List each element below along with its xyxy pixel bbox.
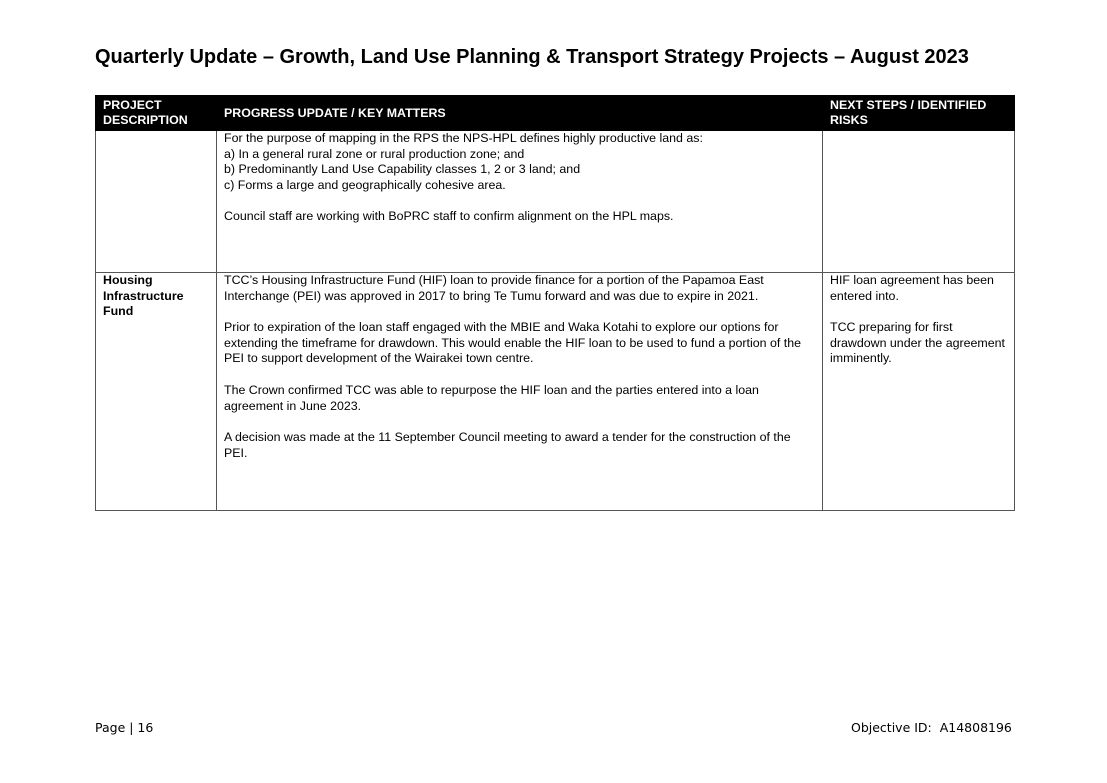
header-project-description: PROJECT DESCRIPTION	[96, 96, 217, 131]
progress-update-cell	[217, 131, 823, 273]
project-description-cell	[96, 131, 217, 273]
text-line: a) In a general rural zone or rural production zone; and	[224, 146, 525, 161]
progress-paragraph: Prior to expiration of the loan staff engaged with the MBIE and Waka Kotahi to explore our options for extending the timeframe for drawdown. This would enable the HIF loan to be used to fund a portion of the PEI to support development of the Wairakei town centre.	[224, 320, 801, 366]
progress-paragraph: A decision was made at the 11 September Council meeting to award a tender for the construction of the PEI.	[224, 430, 791, 460]
text-line: b) Predominantly Land Use Capability classes 1, 2 or 3 land; and	[224, 162, 581, 177]
progress-paragraph: TCC’s Housing Infrastructure Fund (HIF) loan to provide finance for a portion of the Papamoa East Interchange (PEI) was approved in 2017 to bring Te Tumu forward and was due to expire in 2021.	[224, 273, 764, 303]
progress-update-cell	[217, 273, 823, 511]
next-steps-paragraph: HIF loan agreement has been entered into.	[830, 273, 994, 303]
text-line: For the purpose of mapping in the RPS the NPS-HPL defines highly productive land as:	[224, 131, 703, 145]
next-steps-cell	[823, 131, 1015, 273]
table-header-row	[96, 96, 1015, 131]
progress-paragraph	[224, 131, 815, 193]
project-update-table	[95, 95, 1015, 511]
progress-paragraph: Council staff are working with BoPRC staff to confirm alignment on the HPL maps.	[224, 209, 674, 224]
project-description-cell: Housing Infrastructure Fund	[96, 273, 217, 511]
objective-id: Objective ID: A14808196	[851, 720, 1012, 735]
text-line: c) Forms a large and geographically cohesive area.	[224, 177, 506, 192]
header-progress-update: PROGRESS UPDATE / KEY MATTERS	[217, 96, 823, 131]
next-steps-paragraph: TCC preparing for first drawdown under the agreement imminently.	[830, 320, 1005, 366]
table-row	[96, 131, 1015, 273]
header-next-steps: NEXT STEPS / IDENTIFIED RISKS	[823, 96, 1015, 131]
page-title: Quarterly Update – Growth, Land Use Planning & Transport Strategy Projects – August 2023	[95, 46, 969, 68]
progress-paragraph: The Crown confirmed TCC was able to repurpose the HIF loan and the parties entered into a loan agreement in June 2023.	[224, 382, 759, 413]
next-steps-cell	[823, 273, 1015, 511]
page-number: Page | 16	[95, 720, 154, 735]
table-row	[96, 273, 1015, 511]
